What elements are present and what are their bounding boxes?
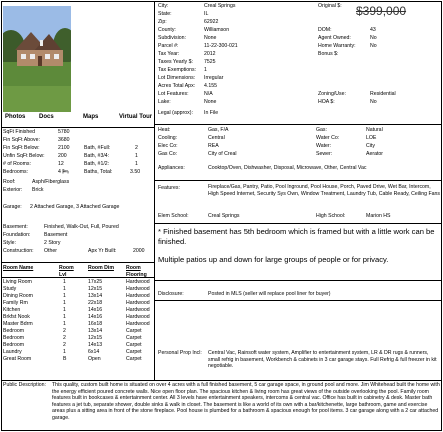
tab-docs[interactable]: Docs [39,114,54,120]
tax-year-value: 2012 [204,51,216,57]
room-level: 1 [63,300,66,306]
room-name: Kitchen [3,307,21,313]
basement-label: Basement: [3,224,28,230]
construction-value: Other [44,248,57,254]
room-name: Bedroom [3,342,25,348]
home-warranty-value: No [370,43,377,49]
public-description-label: Public Description: [3,382,46,388]
bath-half-value: 1 [135,161,138,167]
elem-school-value: Creal Springs [208,213,240,219]
dom-label: DOM: [318,27,332,33]
state-value: IL [204,11,209,17]
room-level: 1 [63,286,66,292]
style-label: Style: [3,240,16,246]
room-level: 2 [63,335,66,341]
bath-full-label: Bath, #Full: [84,145,111,151]
unfin-sqft-label: Unfin SqFt Below: [3,153,45,159]
tab-virtual-tour[interactable]: Virtual Tour [119,114,153,120]
personal-prop-label: Personal Prop Incl: [158,350,202,356]
room-flooring: Hardwood [126,286,150,292]
elec-co-value: REA [208,143,219,149]
room-dim: 17x25 [88,279,103,285]
divider [154,223,442,224]
lot-features-label: Lot Features: [158,91,189,97]
room-level-header: Room Lvl [59,265,74,278]
city-value: Creal Springs [204,3,236,9]
state-label: State: [158,11,172,17]
room-name: Bedroom [3,335,25,341]
roof-label: Roof: [3,179,16,185]
city-label: City: [158,3,169,9]
foundation-label: Foundation: [3,232,31,238]
lot-features-value: N/A [204,91,213,97]
room-name: Master Bdrm [3,321,33,327]
divider [1,277,154,278]
gas-value: Natural [366,127,383,133]
sqft-below-value: 2100 [58,145,70,151]
year-built-value: 2000 [133,248,145,254]
cooling-value: Central [208,135,225,141]
parcel-label: Parcel #: [158,43,179,49]
divider [154,1,155,380]
room-dim-header: Room Dim [88,265,114,271]
patios-note: Multiple patios up and down for large groups of people or for privacy. [158,255,389,264]
lot-dimensions-value: Irregular [204,75,224,81]
room-flooring: Hardwood [126,314,150,320]
roof-value: Asph/Fiberglass [32,179,70,185]
tax-exemptions-value: 1 [204,67,207,73]
room-dim: 14x13 [88,342,103,348]
room-flooring: Carpet [126,349,142,355]
room-name-header: Room Name [3,265,34,271]
features-label: Features: [158,185,180,191]
bath-34-value: 1 [135,153,138,159]
room-flooring: Hardwood [126,293,150,299]
dom-value: 43 [370,27,376,33]
divider [1,262,154,263]
room-name: Brkfst Nook [3,314,30,320]
garage-label: Garage: [3,204,22,210]
room-flooring: Carpet [126,328,142,334]
water-co-label: Water Co: [316,135,340,141]
foundation-value: Basement [44,232,68,238]
divider [154,280,442,281]
legal-label: Legal (approx): [158,110,193,116]
basement-note: * Finished basement has 5th bedroom which is framed but with a little work can be finished. [158,227,435,247]
zip-label: Zip: [158,19,167,25]
water-label: Water: [316,143,332,149]
water-value: City [366,143,375,149]
gas-label: Gas: [316,127,327,133]
acres-value: 4.155 [204,83,217,89]
construction-label: Construction: [3,248,34,254]
bonus-label: Bonus $: [318,51,339,57]
room-level: 1 [63,293,66,299]
room-dim: 14x16 [88,307,103,313]
year-built-label: Apx Yr Built: [88,248,117,254]
high-school-value: Marion HS [366,213,391,219]
room-dim: 16x18 [88,321,103,327]
hoa-value: No [370,99,377,105]
room-flooring: Carpet [126,356,142,362]
divider [1,380,442,381]
disclosure-label: Disclosure: [158,291,184,297]
room-name: Bedroom [3,328,25,334]
room-name: Living Room [3,279,32,285]
bath-half-label: Bath, #1/2: [84,161,110,167]
room-dim: 22x18 [88,300,103,306]
rooms-count-value: 12 [58,161,64,167]
room-flooring: Carpet [126,335,142,341]
lot-dimensions-label: Lot Dimensions: [158,75,196,81]
zoning-value: Residential [370,91,396,97]
personal-prop-value: Central Vac, Rainsoft water system, Amplifier to entertainment system, LR & DR rugs & runners, small refrig in basement, Workbench & cabinets in 3 car garage stays. Full Refrig & full freezer in kit negotiable. [208,350,437,369]
sqft-above-value: 3680 [58,137,70,143]
taxes-value: 7525 [204,59,216,65]
legal-value: In File [204,110,219,116]
original-price-label: Original $: [318,3,342,9]
room-dim: 14x16 [88,314,103,320]
room-dim: Open [88,356,101,362]
elec-co-label: Elec Co: [158,143,178,149]
room-dim: 12x15 [88,286,103,292]
room-level: B [63,356,67,362]
bath-34-label: Bath, #3/4: [84,153,110,159]
room-name: Dining Room [3,293,33,299]
sewer-label: Sewer: [316,151,333,157]
room-flooring: Hardwood [126,307,150,313]
room-flooring: Hardwood [126,321,150,327]
room-name: Study [3,286,17,292]
acres-label: Acres Total Apx: [158,83,196,89]
cooling-label: Cooling: [158,135,178,141]
rooms-count-label: # of Rooms: [3,161,31,167]
room-dim: 13x14 [88,328,103,334]
county-value: Williamson [204,27,230,33]
tab-photos[interactable]: Photos [5,114,26,120]
sqft-finished-value: 5780 [58,129,70,135]
zoning-label: Zoning/Use: [318,91,346,97]
subdivision-value: None [204,35,217,41]
divider [154,180,442,181]
room-level: 1 [63,279,66,285]
appliances-label: Appliances: [158,165,185,171]
divider [1,127,154,128]
room-name: Laundry [3,349,22,355]
public-description-value: This quality, custom built home is situated on over 4 acres with a full finished basement, 5 car garage space, in ground pool and more. Jim Whitehead built the home with the energy efficient poured concrete walls. Nice open floor plan. The spacious kitchen & living room has great views of the outside overlooking the pool. Family room features built in bookcases & entertainment center. All 3 levels have entertainment speakers, intercoms & central vac. Office has built in cabinetry & desk. Master bath features a jet tub, separate shower, double sinks & walk in closet. The basement is like a world of its own with a bar/kitchenette, large bathroom, game and exercise areas plus a sitting area in front of the stone fireplace. Pool house is plumbed for a bathroom & spacious enough for pool items. 3 car garage along with a 2 car attached garage. [52,382,440,421]
bedrooms-value: 4 🛏 [58,169,69,175]
room-name: Family Rm [3,300,28,306]
room-level: 1 [63,307,66,313]
bedrooms-label: Bedrooms: [3,169,29,175]
room-level: 1 [63,321,66,327]
heat-value: Gas, F/A [208,127,229,133]
high-school-label: High School: [316,213,346,219]
room-flooring: Hardwood [126,300,150,306]
room-flooring-header: Room Flooring [126,265,147,278]
original-price-value: $399,000 [356,4,407,18]
room-level: 2 [63,328,66,334]
basement-value: Finished, Walk-Out, Full, Poured [44,224,119,230]
appliances-value: Cooktop/Oven, Dishwasher, Disposal, Microwave, Other, Central Vac [208,165,367,171]
divider [154,300,442,301]
baths-total-value: 3.50 [130,169,141,175]
sewer-value: Aerator [366,151,384,157]
garage-value: 2 Attached Garage, 3 Attached Garage [30,204,120,210]
sqft-finished-label: SqFt Finished [3,129,36,135]
gas-co-value: City of Creal [208,151,237,157]
county-label: County: [158,27,176,33]
subdivision-label: Subdivision: [158,35,186,41]
room-dim: 6x14 [88,349,100,355]
features-value: Fireplace/Gas, Pantry, Patio, Pool Inground, Pool House, Porch, Paved Drive, Wet Bar, Intercom, High Speed Internet, Security Sys Own, Window Treatment, Laundry Tub, Cable Ready, Ceiling Fans [208,184,441,197]
room-name: Great Room [3,356,32,362]
tab-maps[interactable]: Maps [83,114,99,120]
room-flooring: Carpet [126,342,142,348]
gas-co-label: Gas Co: [158,151,178,157]
room-level: 1 [63,349,66,355]
agent-owned-value: No [370,35,377,41]
exterior-value: Brick [32,187,44,193]
room-level: 1 [63,314,66,320]
baths-total-label: Baths, Total: [84,169,113,175]
lake-value: None [204,99,217,105]
zip-value: 62922 [204,19,219,25]
tax-year-label: Tax Year: [158,51,180,57]
room-dim: 12x15 [88,335,103,341]
bath-full-value: 2 [135,145,138,151]
heat-label: Heat: [158,127,171,133]
lake-label: Lake: [158,99,171,105]
disclosure-value: Posted in MLS (seller will replace pool liner for buyer) [208,291,331,297]
divider [154,124,442,125]
parcel-value: 11-22-300-021 [204,43,238,49]
elem-school-label: Elem School: [158,213,189,219]
room-level: 2 [63,342,66,348]
home-warranty-label: Home Warranty: [318,43,356,49]
room-flooring: Hardwood [126,279,150,285]
exterior-label: Exterior: [3,187,23,193]
property-photo[interactable] [3,6,71,112]
tax-exemptions-label: Tax Exemptions: [158,67,197,73]
sqft-below-label: Fin SqFt Below: [3,145,40,151]
taxes-label: Taxes Yearly $: [158,59,193,65]
agent-owned-label: Agent Owned: [318,35,351,41]
room-dim: 13x14 [88,293,103,299]
hoa-label: HOA $: [318,99,335,105]
unfin-sqft-value: 200 [58,153,67,159]
style-value: 2 Story [44,240,61,246]
sqft-above-label: Fin SqFt Above: [3,137,40,143]
water-co-value: LOE [366,135,377,141]
